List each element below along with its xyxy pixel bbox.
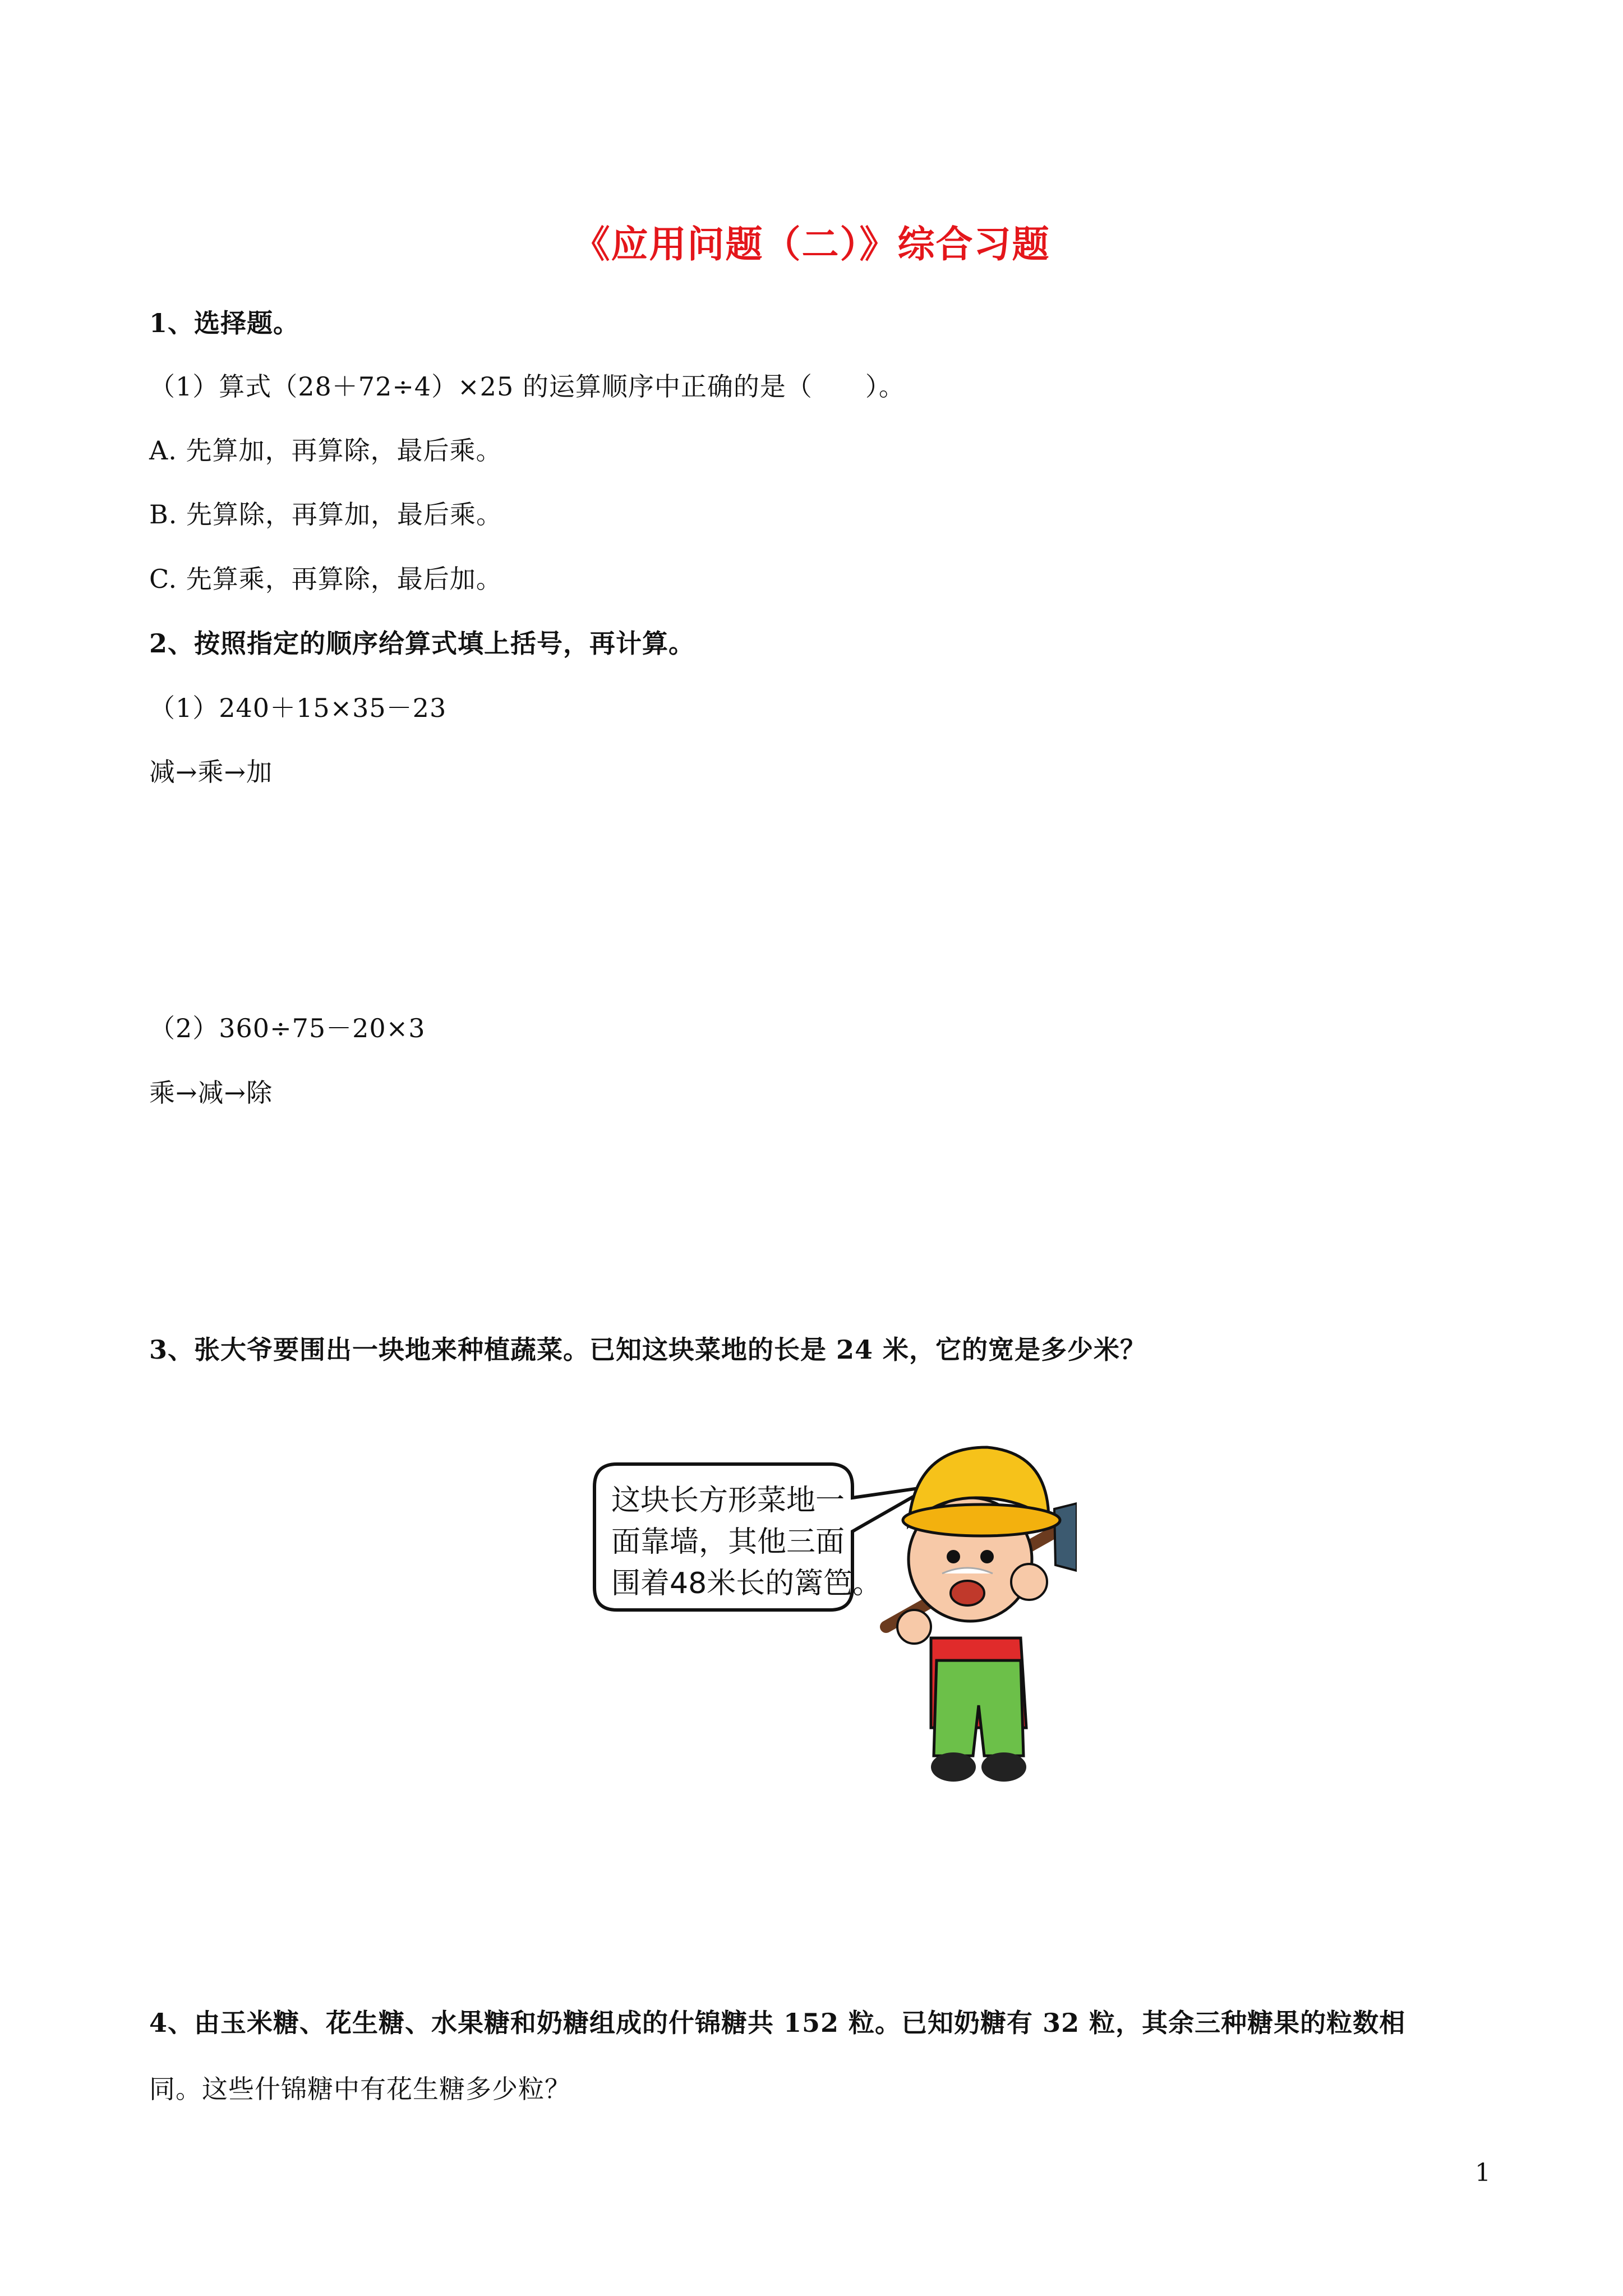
farmer-figure — [886, 1447, 1077, 1782]
q1-stem: （1）算式（28＋72÷4）×25 的运算顺序中正确的是（ ）。 — [149, 371, 905, 402]
bubble-line-2: 面靠墙，其他三面 — [611, 1525, 845, 1559]
farmer-illustration — [572, 1436, 1077, 1795]
speech-bubble — [594, 1464, 931, 1610]
q1-heading: 1、选择题。 — [149, 308, 300, 338]
q2-item1-expression: （1）240＋15×35－23 — [149, 693, 447, 723]
page-title: 《应用问题（二）》综合习题 — [573, 222, 1050, 266]
page-number: 1 — [1475, 2159, 1491, 2187]
q1-option-c: C. 先算乘，再算除，最后加。 — [149, 564, 502, 594]
bubble-line-1: 这块长方形菜地一 — [611, 1484, 845, 1517]
q3-heading: 3、张大爷要围出一块地来种植蔬菜。已知这块菜地的长是 24 米，它的宽是多少米？ — [149, 1335, 1147, 1365]
q2-heading: 2、按照指定的顺序给算式填上括号，再计算。 — [149, 628, 695, 659]
bubble-line-3: 围着48米长的篱笆。 — [611, 1567, 882, 1600]
q1-option-a: A. 先算加，再算除，最后乘。 — [149, 435, 502, 466]
q2-item2-expression: （2）360÷75－20×3 — [149, 1013, 426, 1043]
q4-line-2: 同。这些什锦糖中有花生糖多少粒？ — [149, 2074, 571, 2104]
q1-option-b: B. 先算除，再算加，最后乘。 — [149, 499, 503, 530]
q3-illustration — [572, 1436, 1077, 1795]
q2-item1-order: 减→乘→加 — [149, 757, 273, 787]
q4-line-1: 4、由玉米糖、花生糖、水果糖和奶糖组成的什锦糖共 152 粒。已知奶糖有 32 粒，其余三种糖果的粒数相 — [149, 2008, 1406, 2038]
q2-item2-order: 乘→减→除 — [149, 1078, 273, 1108]
